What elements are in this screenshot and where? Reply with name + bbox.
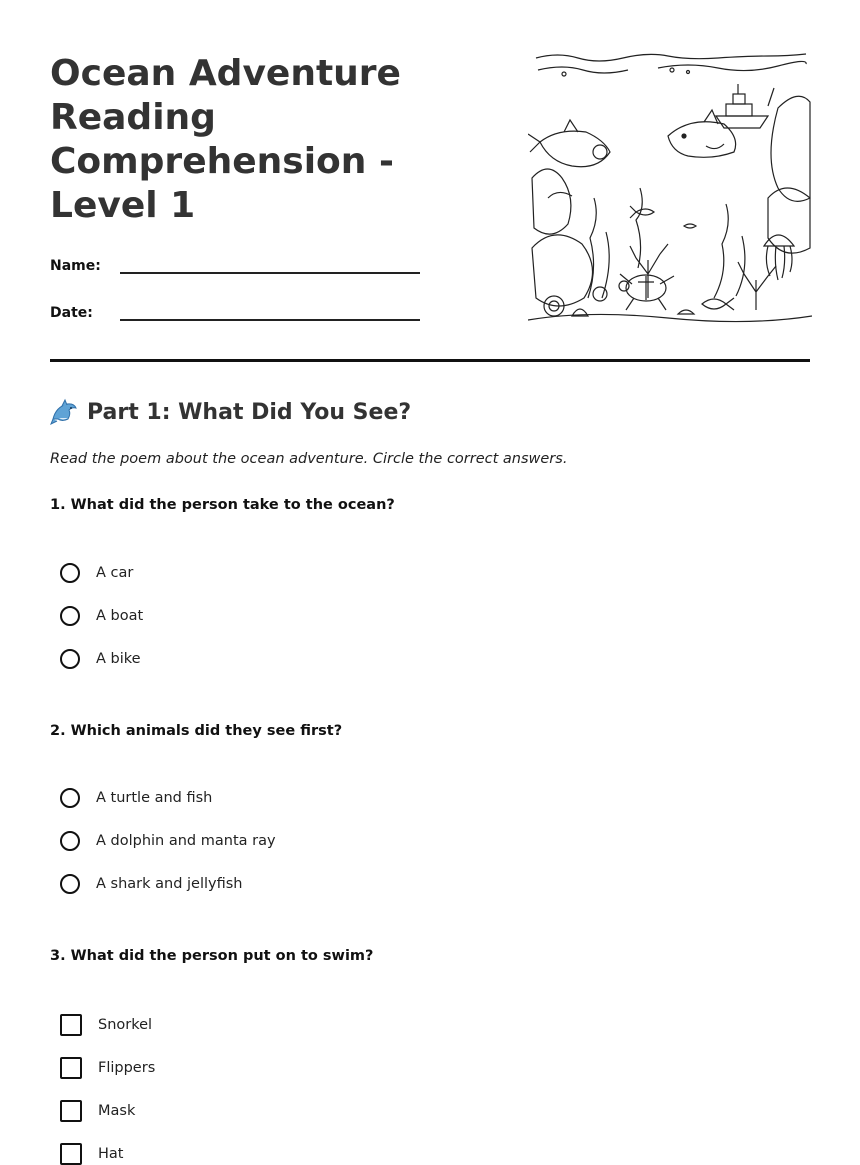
option-label: A turtle and fish — [96, 790, 213, 806]
option-label: A car — [96, 565, 134, 581]
radio-circle[interactable] — [60, 831, 80, 851]
section-divider — [50, 359, 810, 362]
option-checkbox[interactable] — [60, 1057, 155, 1079]
option-label: A dolphin and manta ray — [96, 833, 276, 849]
option-label: Flippers — [98, 1060, 156, 1076]
ocean-scene-illustration — [528, 48, 812, 326]
checkbox-square[interactable] — [60, 1100, 82, 1122]
option-radio[interactable] — [60, 874, 242, 894]
option-label: Mask — [98, 1103, 136, 1119]
option-label: Hat — [98, 1146, 124, 1162]
radio-circle[interactable] — [60, 788, 80, 808]
option-label: A boat — [96, 608, 144, 624]
instructions: Read the poem about the ocean adventure. Circle the correct answers. — [50, 451, 568, 467]
option-radio[interactable] — [60, 831, 276, 851]
section-heading — [50, 398, 411, 426]
option-radio[interactable] — [60, 563, 133, 583]
option-radio[interactable] — [60, 788, 212, 808]
radio-circle[interactable] — [60, 563, 80, 583]
option-checkbox[interactable] — [60, 1100, 135, 1122]
section-title: Part 1: What Did You See? — [87, 399, 412, 425]
question-1: 1. What did the person take to the ocean? — [50, 497, 395, 513]
radio-circle[interactable] — [60, 606, 80, 626]
checkbox-square[interactable] — [60, 1057, 82, 1079]
date-label: Date: — [50, 305, 93, 321]
checkbox-square[interactable] — [60, 1014, 82, 1036]
name-label: Name: — [50, 258, 101, 274]
date-line[interactable] — [120, 299, 420, 321]
radio-circle[interactable] — [60, 874, 80, 894]
page-title: Ocean Adventure Reading Comprehension - Level 1 — [50, 53, 401, 226]
date-field — [50, 299, 420, 321]
option-radio[interactable] — [60, 649, 141, 669]
option-label: A bike — [96, 651, 141, 667]
name-line[interactable] — [120, 252, 420, 274]
option-label: A shark and jellyfish — [96, 876, 243, 892]
option-checkbox[interactable] — [60, 1143, 123, 1165]
option-checkbox[interactable] — [60, 1014, 152, 1036]
question-2: 2. Which animals did they see first? — [50, 723, 343, 739]
question-3: 3. What did the person put on to swim? — [50, 948, 374, 964]
radio-circle[interactable] — [60, 649, 80, 669]
option-radio[interactable] — [60, 606, 143, 626]
option-label: Snorkel — [98, 1017, 153, 1033]
name-field — [50, 252, 420, 274]
dolphin-icon — [50, 398, 78, 426]
checkbox-square[interactable] — [60, 1143, 82, 1165]
